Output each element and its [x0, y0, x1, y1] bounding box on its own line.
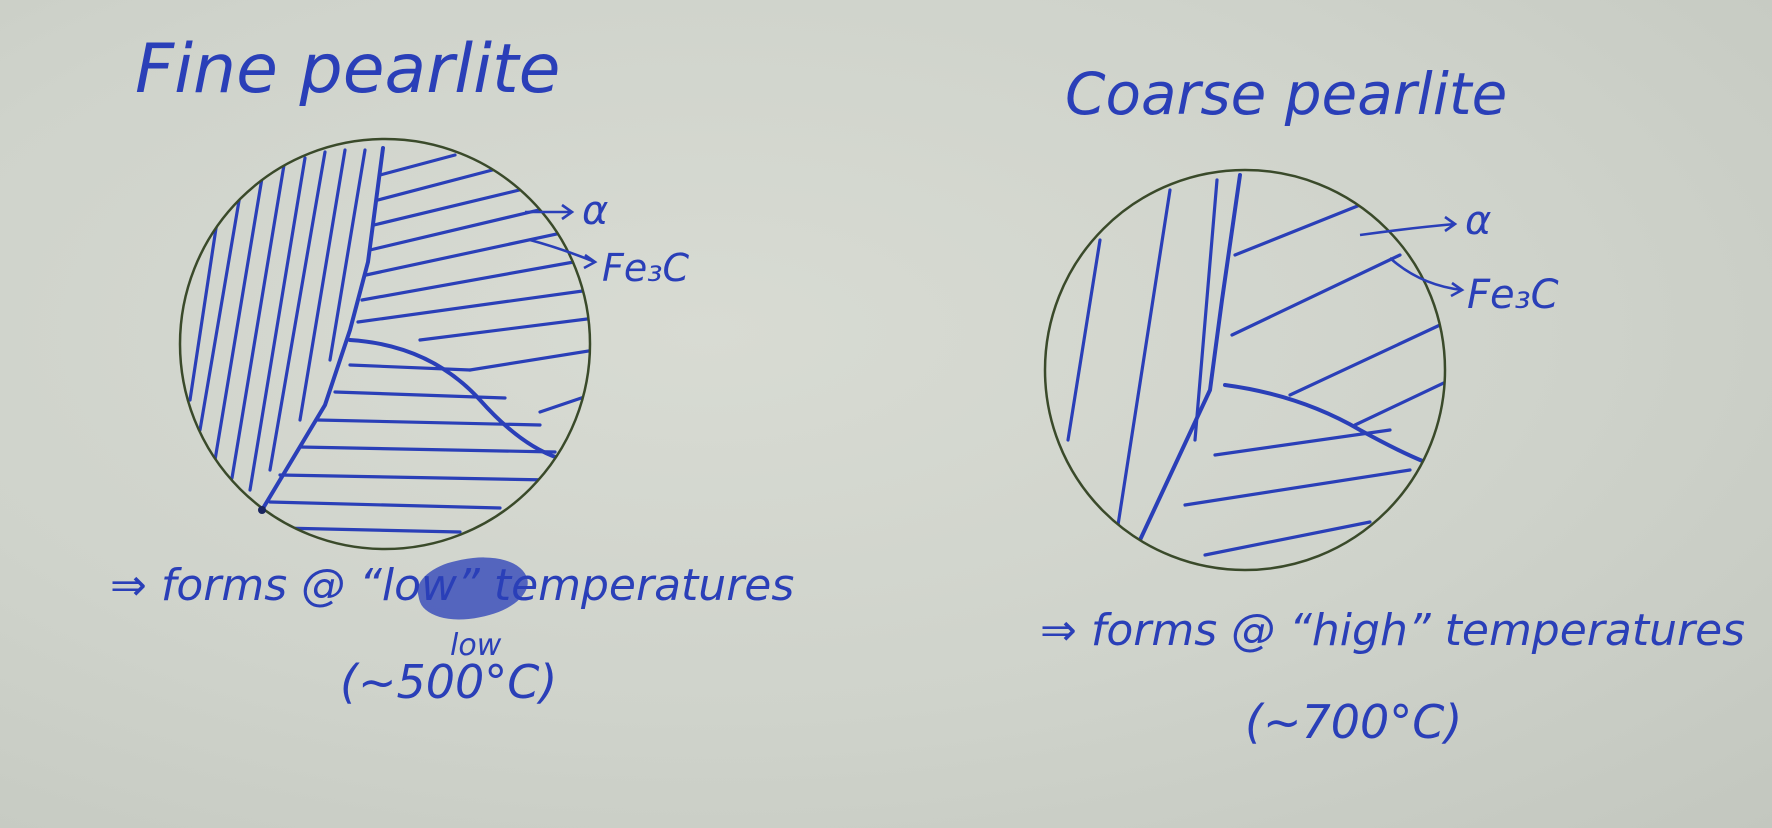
coarse-temperature: (~700°C) [1245, 695, 1463, 749]
fine-alpha-arrow [525, 205, 572, 219]
fine-formation-caption: ⇒ forms @ “low” temperatures [110, 560, 795, 611]
coarse-lamella [1290, 325, 1440, 395]
coarse-lamella [1355, 380, 1450, 425]
fine-lamella [280, 528, 460, 532]
fine-lamella [318, 420, 540, 425]
fine-fe3c-label: Fe₃C [602, 246, 690, 290]
fine-lamella [280, 475, 550, 480]
fine-lamella [330, 150, 365, 360]
fine-pearlite-title: Fine pearlite [135, 30, 561, 109]
fine-lamellae [190, 148, 595, 532]
fine-lamella [420, 318, 595, 340]
fine-lamella [190, 215, 218, 400]
fine-lamella [378, 168, 500, 200]
fine-lamella [300, 150, 345, 420]
fine-lamella [374, 185, 540, 225]
coarse-lamellae [1068, 175, 1450, 555]
fine-triple-point [258, 506, 266, 514]
fine-grain-boundary-1 [262, 148, 383, 510]
coarse-fe3c-arrow [1390, 258, 1462, 296]
fine-correction-word: low [450, 628, 502, 663]
coarse-grain-boundary-1 [1140, 175, 1240, 540]
coarse-alpha-label: α [1465, 198, 1492, 244]
coarse-alpha-arrow [1360, 217, 1455, 235]
fine-lamella [470, 350, 595, 370]
fine-lamella [200, 195, 240, 430]
coarse-lamella [1232, 255, 1400, 335]
fine-lamella [350, 365, 470, 370]
fine-lamella [270, 502, 500, 508]
coarse-lamella [1215, 430, 1390, 455]
fine-lamella [380, 155, 455, 175]
coarse-lamella [1118, 190, 1170, 525]
coarse-pearlite-micrograph [1045, 170, 1462, 570]
coarse-lamella [1185, 470, 1410, 505]
fine-pearlite-micrograph [180, 139, 595, 549]
coarse-pearlite-title: Coarse pearlite [1065, 60, 1508, 128]
fine-lamella [300, 447, 555, 452]
coarse-lamella [1205, 522, 1370, 555]
fine-grain-boundary-2 [350, 340, 558, 458]
fine-temperature: (~500°C) [340, 655, 558, 709]
coarse-circle-outline [1045, 170, 1445, 570]
coarse-fe3c-label: Fe₃C [1467, 272, 1559, 318]
fine-lamella [335, 392, 505, 398]
coarse-formation-caption: ⇒ forms @ “high” temperatures [1040, 605, 1746, 656]
coarse-lamella [1235, 205, 1360, 255]
fine-alpha-label: α [582, 188, 609, 234]
